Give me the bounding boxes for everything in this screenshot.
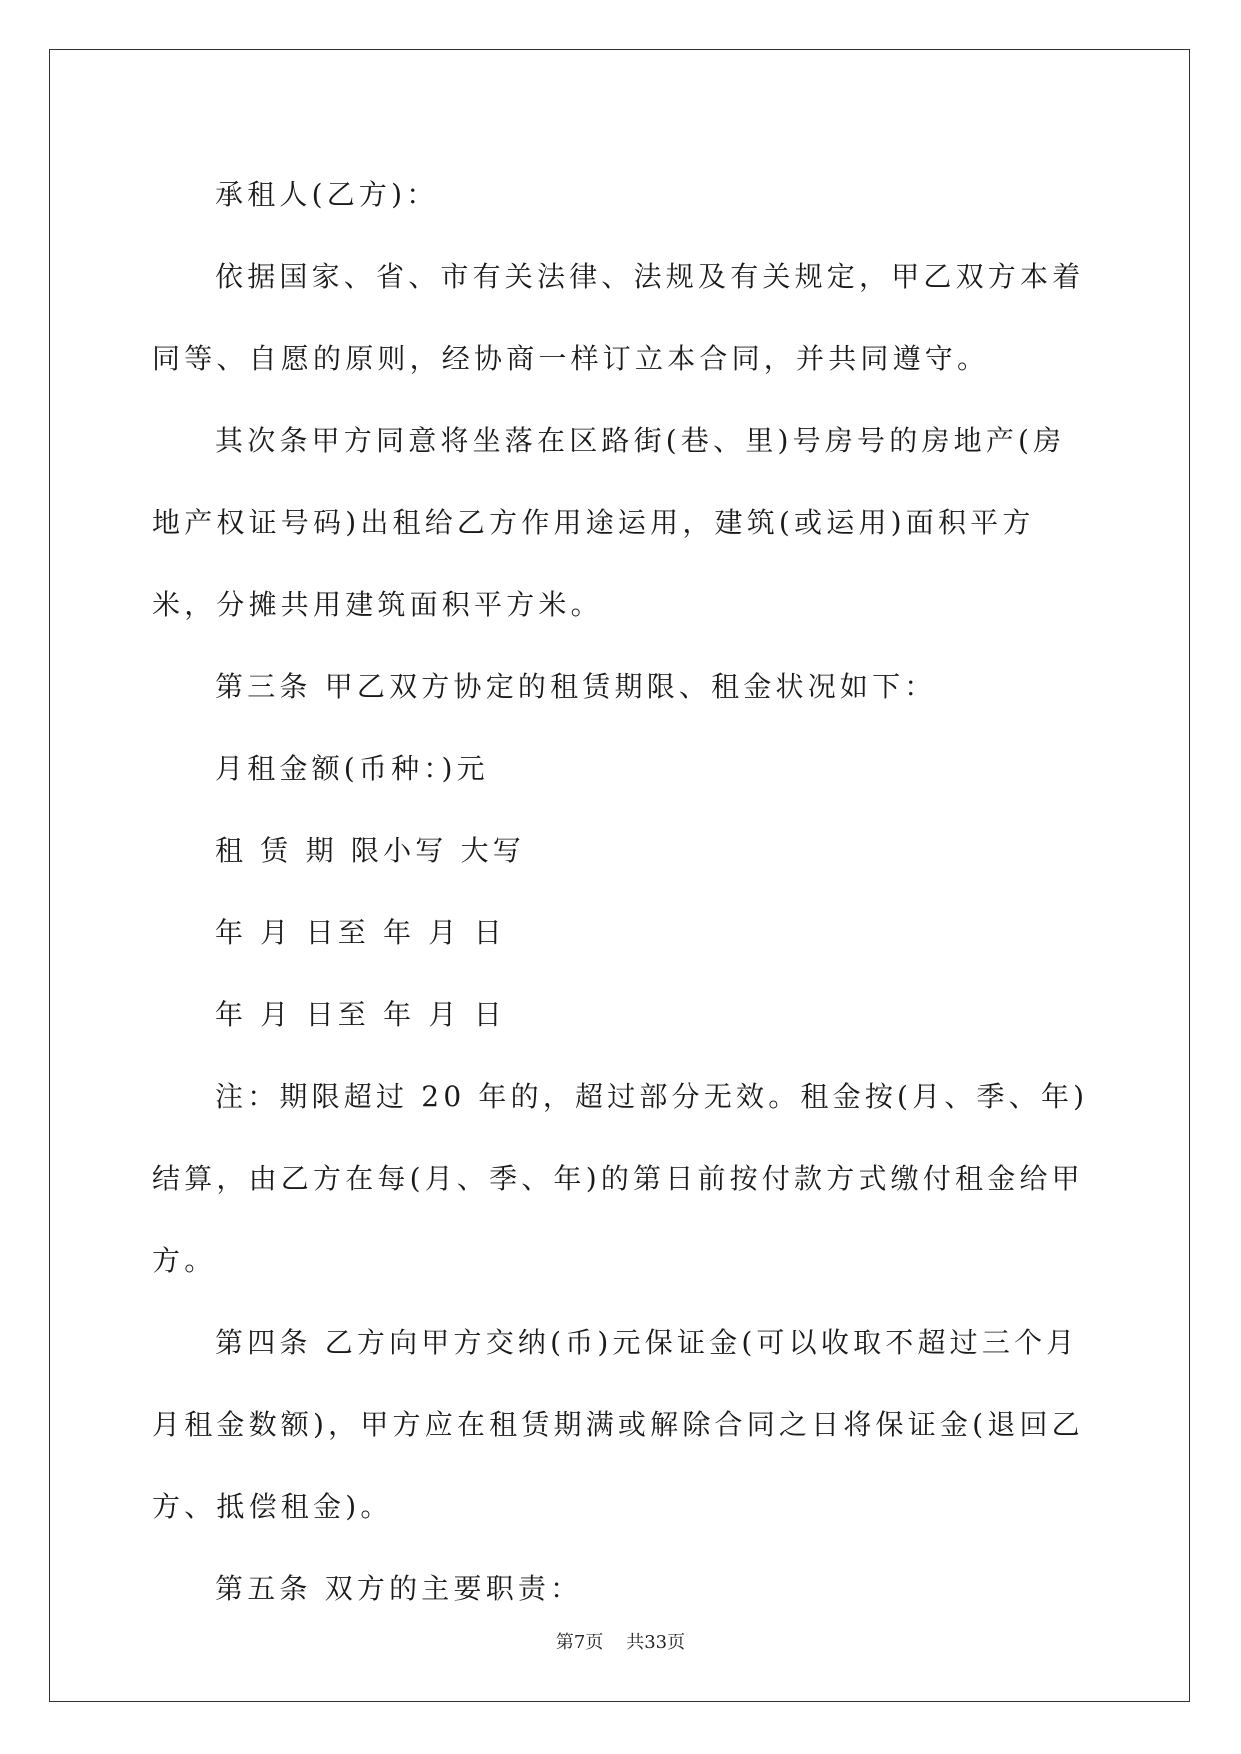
page-total: 共33页 <box>626 1632 686 1653</box>
paragraph-lessee: 承租人(乙方)： <box>215 178 439 211</box>
paragraph-date-range-1: 年 月 日至 年 月 日 <box>215 916 506 949</box>
paragraph-article-3: 第三条 甲乙双方协定的租赁期限、租金状况如下： <box>215 670 937 703</box>
paragraph-article-4: 第四条 乙方向甲方交纳(币)元保证金(可以收取不超过三个月月租金数额)，甲方应在租赁期满或解除合同之日将保证金(退回乙方、抵偿租金)。 <box>152 1326 1084 1523</box>
page-footer <box>0 1628 1241 1654</box>
paragraph-note: 注：期限超过 20 年的，超过部分无效。租金按(月、季、年)结算，由乙方在每(月、季、年)的第日前按付款方式缴付租金给甲方。 <box>152 1080 1089 1277</box>
paragraph-basis: 依据国家、省、市有关法律、法规及有关规定，甲乙双方本着同等、自愿的原则，经协商一样订立本合同，并共同遵守。 <box>152 260 1085 375</box>
paragraph-monthly-rent: 月租金额(币种：)元 <box>215 752 489 785</box>
paragraph-date-range-2: 年 月 日至 年 月 日 <box>215 998 506 1031</box>
paragraph-article-2: 其次条甲方同意将坐落在区路街(巷、里)号房号的房地产(房地产权证号码)出租给乙方作用途运用，建筑(或运用)面积平方米，分摊共用建筑面积平方米。 <box>152 424 1066 621</box>
document-body <box>152 154 1092 1630</box>
page-number: 第7页 <box>555 1632 604 1653</box>
paragraph-lease-term-header: 租 赁 期 限小写 大写 <box>215 834 526 867</box>
paragraph-article-5: 第五条 双方的主要职责： <box>215 1572 583 1605</box>
